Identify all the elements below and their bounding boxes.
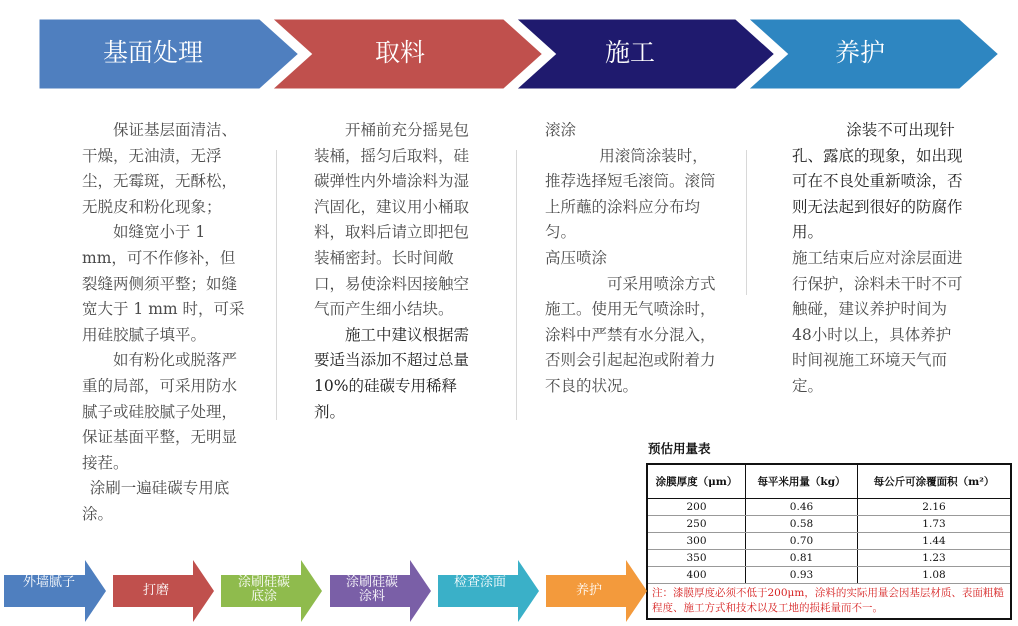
flow-label-3: 涂刷硅碳底涂: [237, 575, 290, 604]
flow-arrow-1: [4, 560, 106, 622]
cell-thickness: 200: [647, 499, 746, 516]
cell-coverage: 2.16: [858, 499, 1012, 516]
divider-2: [516, 150, 517, 420]
spray-title: 高压喷涂: [545, 248, 608, 267]
cell-coverage: 1.44: [858, 533, 1012, 550]
flow-arrow-5: [438, 560, 539, 622]
cell-coverage: 1.23: [858, 550, 1012, 567]
cell-coverage: 1.73: [858, 516, 1012, 533]
column-substrate: [82, 118, 250, 528]
flow-label-6: 养护: [575, 583, 602, 598]
cell-usage: 0.58: [746, 516, 858, 533]
step-label-1: 基面处理: [102, 38, 203, 67]
step-label-2: 取料: [374, 38, 425, 67]
material-para-2: 施工中建议根据需要适当添加不超过总量10%的硅碳专用稀释剂。: [314, 325, 470, 421]
cell-thickness: 300: [647, 533, 746, 550]
flow-label-1: 外墙腻子: [22, 575, 75, 590]
cell-thickness: 400: [647, 567, 746, 584]
substrate-para-1: 保证基层面清洁、干燥，无油渍，无浮尘，无霉斑，无酥松，无脱皮和粉化现象；: [82, 121, 238, 216]
header-thickness: 涂膜厚度（μm）: [647, 464, 746, 499]
cell-thickness: 250: [647, 516, 746, 533]
column-curing: [792, 118, 964, 400]
column-material: [314, 118, 476, 425]
curing-para-1: 涂装不可出现针孔、露底的现象，如出现可在不良处重新喷涂，否则无法起到很好的防腐作用。: [792, 121, 963, 242]
usage-table: [646, 463, 1012, 620]
cell-usage: 0.81: [746, 550, 858, 567]
cell-usage: 0.46: [746, 499, 858, 516]
table-note-row: [647, 584, 1011, 620]
table-row: [647, 550, 1011, 567]
table-row: [647, 533, 1011, 550]
step-label-3: 施工: [604, 38, 655, 67]
spray-text: 可采用喷涂方式施工。使用无气喷涂时，涂料中严禁有水分混入，否则会引起起泡或附着力不良的状况。: [545, 274, 716, 395]
material-para-1: 开桶前充分摇晃包装桶，摇匀后取料，硅碳弹性内外墙涂料为湿汽固化，建议用小桶取料，取料后请立即把包装桶密封。长时间敞口，易使涂料因接触空气而产生细小结块。: [314, 121, 470, 319]
cell-usage: 0.70: [746, 533, 858, 550]
roll-title: 滚涂: [545, 121, 577, 139]
table-title: 预估用量表: [648, 441, 711, 456]
roll-text: 用滚筒涂装时，推荐选择短毛滚筒。滚筒上所蘸的涂料应分布均匀。: [545, 146, 716, 242]
table-row: [647, 499, 1011, 516]
cell-coverage: 1.08: [858, 567, 1012, 584]
flow-label-4: 涂刷硅碳涂料: [345, 575, 398, 604]
header-coverage: 每公斤可涂覆面积（m²）: [858, 464, 1012, 499]
substrate-para-3: 如有粉化或脱落严重的局部，可采用防水腻子或硅胶腻子处理，保证基面平整，无明显接茬。: [82, 351, 238, 472]
divider-3: [746, 150, 747, 295]
substrate-para-2: 如缝宽小于 1 mm，可不作修补，但裂缝两侧须平整；如缝宽大于 1 mm 时，可采用硅胶腻子填平。: [82, 223, 245, 344]
substrate-para-4: 涂刷一遍硅碳专用底涂。: [82, 479, 230, 523]
cell-thickness: 350: [647, 550, 746, 567]
flow-label-2: 打磨: [142, 583, 169, 598]
table-row: [647, 516, 1011, 533]
cell-usage: 0.93: [746, 567, 858, 584]
divider-1: [276, 150, 277, 420]
table-row: [647, 567, 1011, 584]
column-construction: [545, 118, 717, 400]
step-label-4: 养护: [834, 38, 885, 67]
table-note: 注：漆膜厚度必须不低于200μm，涂料的实际用量会因基层材质、表面粗糙程度、施工方式和技术以及工地的损耗量而不一。: [647, 584, 1011, 620]
table-header-row: [647, 464, 1011, 499]
header-per-sqm: 每平米用量（kg）: [746, 464, 858, 499]
flow-label-5: 检查涂面: [453, 575, 506, 590]
curing-para-2: 施工结束后应对涂层面进行保护，涂料未干时不可触碰，建议养护时间为 48小时以上，具体养护时间视施工环境天气而定。: [792, 248, 963, 395]
